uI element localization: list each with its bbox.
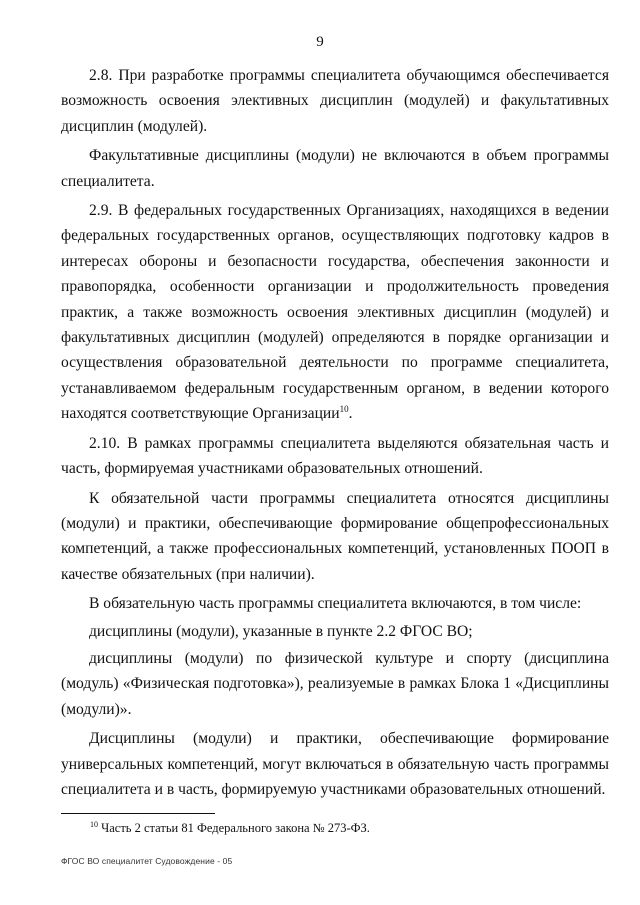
paragraph-physical-training: дисциплины (модули) по физической культуре и спорту (дисциплина (модуль) «Физическая подготовка»), реализуемые в рамках Блока 1 «Дисциплины (модули)». — [61, 649, 609, 718]
paragraph-2-10: 2.10. В рамках программы специалитета выделяются обязательная часть и часть, формируемая участниками образовательных отношений. — [61, 434, 609, 478]
footer-mark: ФГОС ВО специалитет Судовождение - 05 — [61, 856, 233, 866]
page-number: 9 — [316, 34, 324, 50]
paragraph-2-8: 2.8. При разработке программы специалитета обучающимся обеспечивается возможность освоения элективных дисциплин (модулей) и факультативных дисциплин (модулей). — [61, 67, 609, 135]
footnote-number: 10 — [90, 819, 98, 829]
paragraph-electives-note: Факультативные дисциплины (модули) не включаются в объем программы специалитета. — [61, 147, 609, 190]
footnote-reference: 10 — [339, 404, 349, 415]
footnote-separator — [61, 813, 215, 814]
document-body — [61, 63, 609, 804]
paragraph-mandatory-part: К обязательной части программы специалитета относятся дисциплины (модули) и практики, обеспечивающие формирование общепрофессиональных компетенций, а также профессиональных компетенций, установленных ПООП в качестве обязательных (при наличии). — [61, 489, 609, 583]
footnote-text: Часть 2 статьи 81 Федерального закона № 273-ФЗ. — [98, 821, 370, 835]
paragraph-disciplines-2-2: дисциплины (модули), указанные в пункте 2.2 ФГОС ВО; — [89, 622, 473, 640]
paragraph-universal-competencies: Дисциплины (модули) и практики, обеспечивающие формирование универсальных компетенций, могут включаться в обязательную часть программы специалитета и в часть, формируемую участниками образовательных отношений. — [61, 730, 609, 798]
paragraph-2-9-text: 2.9. В федеральных государственных Организациях, находящихся в ведении федеральных государственных органов, осуществляющих подготовку кадров в интересах обороны и безопасности государства, обеспечения законности и правопорядка, особенности организации и продолжительность проведения практик, а также возможность освоения элективных дисциплин (модулей) и факультативных дисциплин (модулей) определяются в порядке организации и осуществления образовательной деятельности по программе специалитета, устанавливаемом федеральным государственным органом, в ведении которого находятся соответствующие Организации — [61, 202, 609, 423]
paragraph-2-9-end: . — [348, 405, 353, 423]
paragraph-2-9 — [61, 198, 609, 427]
footnote — [90, 820, 610, 836]
paragraph-mandatory-includes: В обязательную часть программы специалитета включаются, в том числе: — [89, 595, 582, 613]
